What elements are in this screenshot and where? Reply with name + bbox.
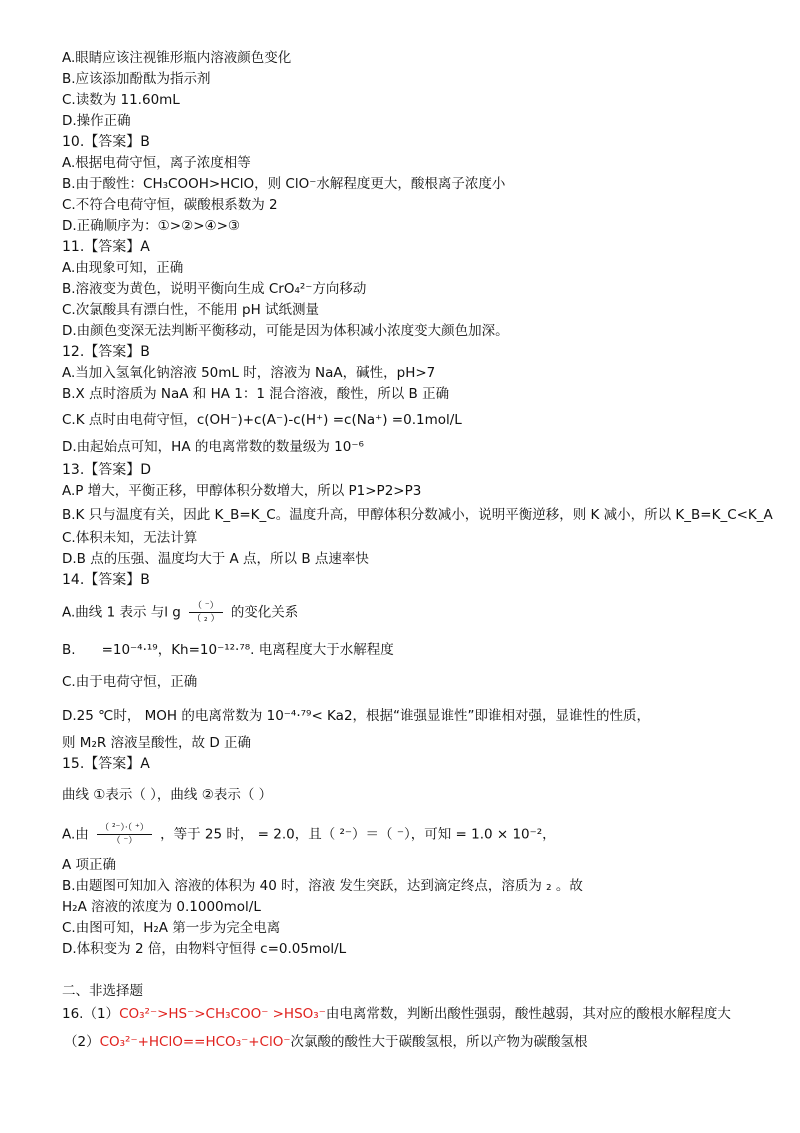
- text-line: C.不符合电荷守恒，碳酸根系数为 2: [62, 197, 278, 213]
- text-line: C.由图可知，H₂A 第一步为完全电离: [62, 920, 281, 936]
- answer-heading: 13.【答案】D: [62, 462, 152, 478]
- text-run: 的变化关系: [230, 604, 299, 621]
- text-line: A.当加入氢氧化钠溶液 50mL 时，溶液为 NaA，碱性，pH>7: [62, 365, 436, 381]
- text-line: D.由颜色变深无法判断平衡移动，可能是因为体积减小浓度变大颜色加深。: [62, 323, 509, 339]
- answer-heading: 10.【答案】B: [62, 134, 150, 150]
- text-run: 次氯酸的酸性大于碳酸氢根，所以产物为碳酸氢根: [290, 1034, 588, 1050]
- text-line: C.K 点时由电荷守恒，c(OH⁻)+c(A⁻)-c(H⁺) =c(Na⁺) =0.1mol/L: [62, 412, 462, 428]
- text-line: A.P 增大，平衡正移，甲醇体积分数增大，所以 P1>P2>P3: [62, 483, 422, 499]
- text-line: D.B 点的压强、温度均大于 A 点，所以 B 点速率快: [62, 551, 369, 567]
- text-line-with-fraction: [62, 600, 298, 625]
- text-line: A 项正确: [62, 857, 117, 873]
- section-heading: 二、非选择题: [62, 983, 143, 999]
- answer-red-equation: CO₃²⁻+HClO==HCO₃⁻+ClO⁻: [99, 1034, 291, 1050]
- answer-heading: 11.【答案】A: [62, 239, 150, 255]
- text-run: A.曲线 1 表示 与l g: [62, 604, 181, 621]
- fraction-numerator: （ ²⁻）·（ ⁺）: [97, 822, 152, 835]
- text-line: H₂A 溶液的浓度为 0.1000mol/L: [62, 899, 261, 915]
- text-line: A.由现象可知，正确: [62, 260, 184, 276]
- text-line: C.体积未知，无法计算: [62, 530, 198, 546]
- text-line: A.眼睛应该注视锥形瓶内溶液颜色变化: [62, 50, 292, 66]
- fraction: [189, 600, 222, 625]
- text-line: [62, 640, 394, 660]
- text-line: [64, 1032, 587, 1052]
- fraction-numerator: （ ⁻）: [189, 600, 222, 613]
- text-line: B.由于酸性：CH₃COOH>HClO，则 ClO⁻水解程度更大，酸根离子浓度小: [62, 176, 506, 192]
- text-line: C.次氯酸具有漂白性，不能用 pH 试纸测量: [62, 302, 320, 318]
- fraction-denominator: （ ₂ ）: [192, 614, 220, 624]
- text-line: D.由起始点可知，HA 的电离常数的数量级为 10⁻⁶: [62, 439, 364, 455]
- text-run: =10⁻⁴·¹⁹，Kh=10⁻¹²·⁷⁸. 电离程度大于水解程度: [101, 642, 394, 658]
- text-run: （2）: [64, 1034, 100, 1050]
- answer-heading: 14.【答案】B: [62, 572, 150, 588]
- text-run: B.: [62, 642, 76, 658]
- text-run: A.由: [62, 826, 89, 843]
- text-line: 曲线 ①表示（ ），曲线 ②表示（ ）: [62, 787, 273, 803]
- answer-red-formula: CO₃²⁻>HS⁻>CH₃COO⁻ >HSO₃⁻: [119, 1006, 326, 1022]
- text-line: B.应该添加酚酞为指示剂: [62, 71, 211, 87]
- text-run: 16.（1）: [62, 1006, 120, 1022]
- text-line: D.25 ℃时， MOH 的电离常数为 10⁻⁴·⁷⁹< Ka2，根据“谁强显谁性”即谁相对强，显谁性的性质，: [62, 708, 651, 724]
- fraction-denominator: （ ⁻）: [111, 836, 138, 846]
- fraction: [97, 822, 152, 847]
- text-line: D.操作正确: [62, 113, 131, 129]
- text-line: D.正确顺序为：①>②>④>③: [62, 218, 241, 234]
- answer-heading: 12.【答案】B: [62, 344, 150, 360]
- text-line: D.体积变为 2 倍，由物料守恒得 c=0.05mol/L: [62, 941, 347, 957]
- text-line: A.根据电荷守恒，离子浓度相等: [62, 155, 251, 171]
- answer-heading: 15.【答案】A: [62, 756, 150, 772]
- text-line: B.X 点时溶质为 NaA 和 HA 1：1 混合溶液，酸性，所以 B 正确: [62, 386, 450, 402]
- text-line: C.由于电荷守恒，正确: [62, 674, 198, 690]
- text-line-with-fraction: [62, 822, 556, 847]
- text-line: B.溶液变为黄色，说明平衡向生成 CrO₄²⁻方向移动: [62, 281, 367, 297]
- text-run: 由电离常数，判断出酸性强弱，酸性越弱，其对应的酸根水解程度大: [325, 1006, 731, 1022]
- text-line: C.读数为 11.60mL: [62, 92, 180, 108]
- text-run: ，等于 25 时， = 2.0，且（ ²⁻）＝（ ⁻），可知 = 1.0 × 10⁻²，: [160, 826, 556, 843]
- text-line: B.由题图可知加入 溶液的体积为 40 时，溶液 发生突跃，达到滴定终点，溶质为 ₂ 。故: [62, 878, 583, 894]
- text-line: [62, 1004, 731, 1024]
- text-line: 则 M₂R 溶液呈酸性，故 D 正确: [62, 735, 251, 751]
- text-line: B.K 只与温度有关，因此 K_B=K_C。温度升高，甲醇体积分数减小，说明平衡逆移，则 K 减小，所以 K_B=K_C<K_A: [62, 507, 773, 523]
